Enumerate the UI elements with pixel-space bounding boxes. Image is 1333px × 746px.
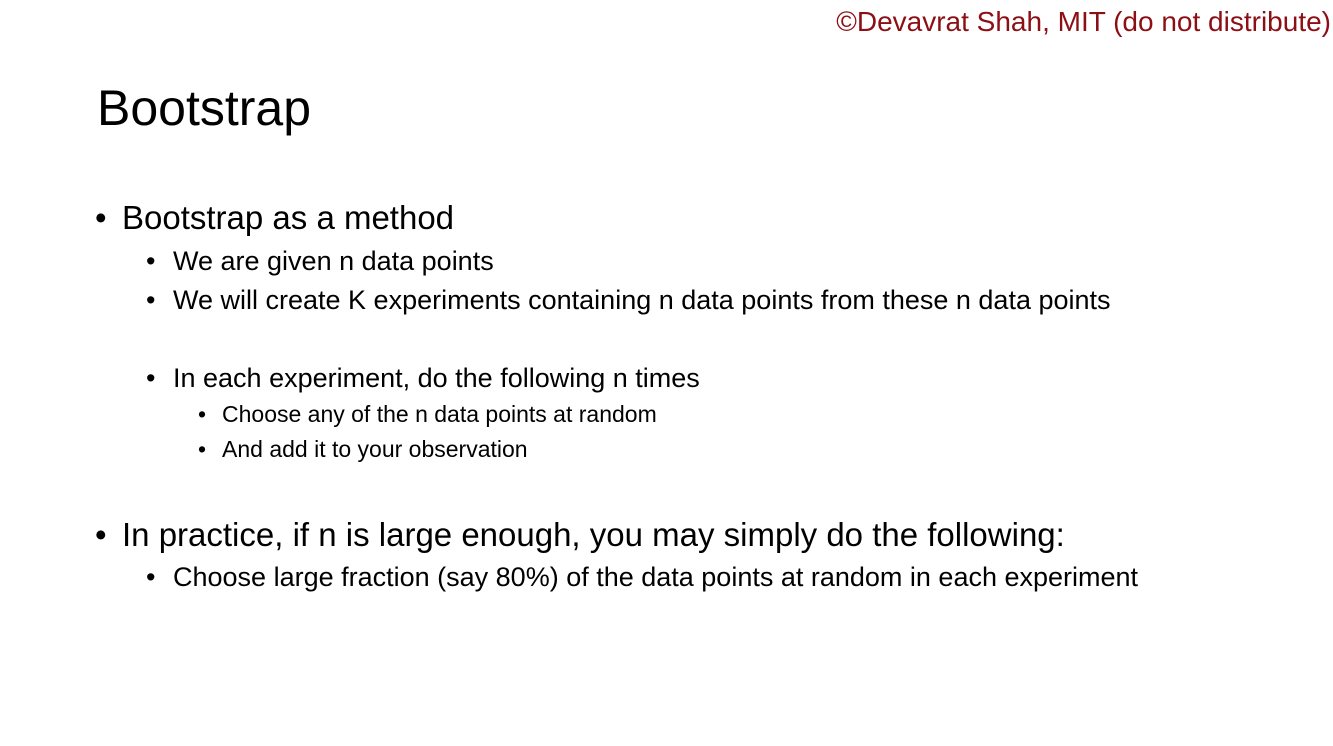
bullet-icon: • xyxy=(146,562,156,592)
bullet-icon: • xyxy=(95,199,107,236)
bullet-icon: • xyxy=(146,246,156,276)
bullet-text: Bootstrap as a method xyxy=(122,199,455,236)
sub-bullet-text: We are given n data points xyxy=(173,246,494,276)
sub-bullet-given-points xyxy=(146,244,494,278)
bullet-icon: • xyxy=(95,516,107,553)
sub-bullet-text: We will create K experiments containing n data points from these n data points xyxy=(173,285,1111,315)
sub-bullet-create-experiments xyxy=(146,283,1111,317)
sub-bullet-large-fraction xyxy=(146,560,1138,594)
subsub-bullet-add-observation xyxy=(198,435,528,463)
bullet-icon: • xyxy=(198,436,207,462)
slide-title: Bootstrap xyxy=(97,80,312,136)
copyright-notice: ©Devavrat Shah, MIT (do not distribute) xyxy=(836,6,1331,37)
sub-bullet-text: In each experiment, do the following n times xyxy=(173,363,700,393)
subsub-bullet-choose-random xyxy=(198,400,657,428)
bullet-bootstrap-method xyxy=(95,198,454,238)
subsub-bullet-text: Choose any of the n data points at random xyxy=(222,401,657,427)
bullet-text: In practice, if n is large enough, you may simply do the following: xyxy=(122,516,1065,553)
bullet-icon: • xyxy=(198,401,207,427)
bullet-in-practice xyxy=(95,515,1065,555)
sub-bullet-each-experiment xyxy=(146,361,700,395)
bullet-icon: • xyxy=(146,363,156,393)
subsub-bullet-text: And add it to your observation xyxy=(222,436,528,462)
bullet-icon: • xyxy=(146,285,156,315)
sub-bullet-text: Choose large fraction (say 80%) of the data points at random in each experiment xyxy=(173,562,1139,592)
